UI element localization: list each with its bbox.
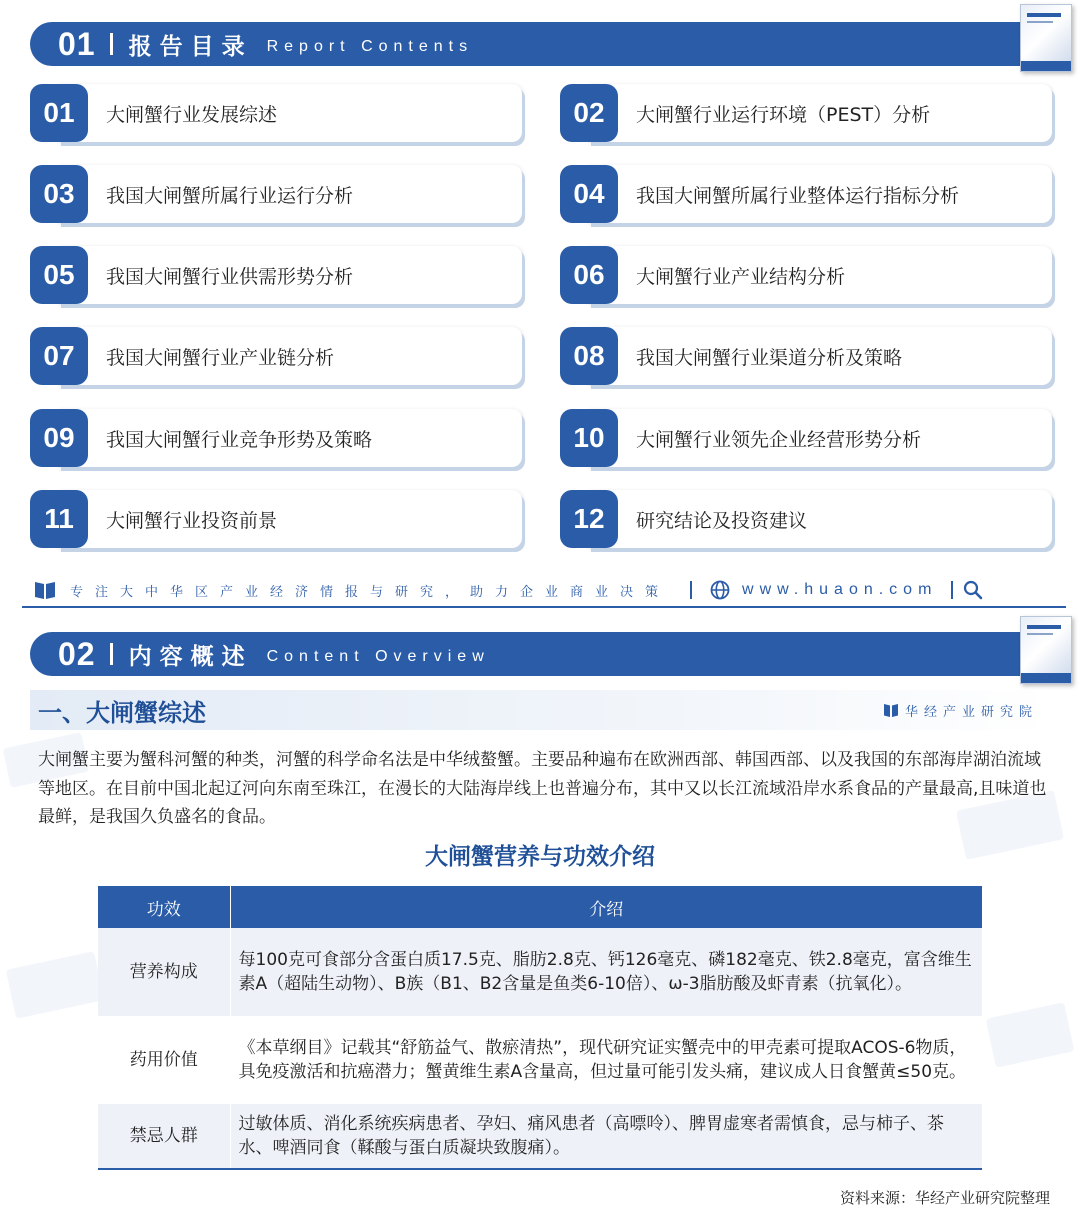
toc-label: 我国大闸蟹所属行业整体运行指标分析 xyxy=(636,184,960,207)
search-icon[interactable] xyxy=(963,580,983,600)
toc-label: 研究结论及投资建议 xyxy=(636,509,808,532)
watermark-logo xyxy=(986,1002,1075,1068)
brand-name: 华经产业研究院 xyxy=(904,704,1038,720)
open-book-icon xyxy=(34,580,56,600)
section-header-contents xyxy=(30,22,1050,66)
divider xyxy=(690,581,692,599)
toc-number: 11 xyxy=(30,490,88,548)
table-row xyxy=(98,928,982,1016)
slogan-bar xyxy=(22,574,1066,608)
toc-item[interactable] xyxy=(560,165,1052,223)
section-subtitle: Content Overview xyxy=(266,648,490,665)
row-key: 药用价值 xyxy=(98,1016,230,1104)
toc-number: 04 xyxy=(560,165,618,223)
toc-item[interactable] xyxy=(30,327,522,385)
section-subtitle: Report Contents xyxy=(266,38,474,55)
toc-label: 我国大闸蟹所属行业运行分析 xyxy=(106,184,354,207)
section-divider xyxy=(110,33,113,55)
toc-item[interactable] xyxy=(560,84,1052,142)
toc-item[interactable] xyxy=(30,84,522,142)
website-link[interactable]: www.huaon.com xyxy=(742,581,938,598)
toc-label: 大闸蟹行业运行环境（PEST）分析 xyxy=(636,103,931,126)
table-row xyxy=(98,1016,982,1104)
toc-label: 大闸蟹行业产业结构分析 xyxy=(636,265,846,288)
report-cover-icon xyxy=(1020,616,1072,684)
subsection-header xyxy=(30,690,1050,730)
section-divider xyxy=(110,643,113,665)
toc-number: 05 xyxy=(30,246,88,304)
toc-number: 01 xyxy=(30,84,88,142)
column-header: 介绍 xyxy=(230,886,982,928)
toc-label: 我国大闸蟹行业渠道分析及策略 xyxy=(636,346,903,369)
toc-item[interactable] xyxy=(560,327,1052,385)
subsection-title: 一、大闸蟹综述 xyxy=(38,698,206,727)
toc-item[interactable] xyxy=(560,246,1052,304)
section-title: 报告目录 xyxy=(128,33,253,60)
toc-item[interactable] xyxy=(30,165,522,223)
brand-mark xyxy=(883,701,1038,720)
section-number: 02 xyxy=(58,635,96,672)
section-number: 01 xyxy=(58,25,96,62)
open-book-icon xyxy=(883,702,899,718)
row-value: 过敏体质、消化系统疾病患者、孕妇、痛风患者（高嘌呤）、脾胃虚寒者需慎食，忌与柿子、茶水、啤酒同食（鞣酸与蛋白质凝块致腹痛）。 xyxy=(230,1104,982,1169)
toc-item[interactable] xyxy=(560,490,1052,548)
row-value: 《本草纲目》记载其“舒筋益气、散瘀清热”，现代研究证实蟹壳中的甲壳素可提取ACOS-6物质，具免疫激活和抗癌潜力；蟹黄维生素A含量高，但过量可能引发头痛，建议成人日食蟹黄≤50克。 xyxy=(230,1016,982,1104)
toc-number: 07 xyxy=(30,327,88,385)
table-header-row xyxy=(98,886,982,928)
intro-paragraph: 大闸蟹主要为蟹科河蟹的种类，河蟹的科学命名法是中华绒螯蟹。主要品种遍布在欧洲西部、韩国西部、以及我国的东部海岸湖泊流域等地区。在目前中国北起辽河向东南至珠江，在漫长的大陆海岸线上也普遍分布，其中又以长江流域沿岸水系食品的产量最高,且味道也最鲜，是我国久负盛名的食品。 xyxy=(38,750,1047,827)
slogan-text: 专注大中华区产业经济情报与研究，助力企业商业决策 xyxy=(70,584,671,600)
source-note: 资料来源：华经产业研究院整理 xyxy=(839,1189,1050,1207)
toc-label: 大闸蟹行业投资前景 xyxy=(106,509,278,532)
section-title: 内容概述 xyxy=(128,643,253,670)
toc-label: 我国大闸蟹行业供需形势分析 xyxy=(106,265,354,288)
toc-number: 09 xyxy=(30,409,88,467)
toc-number: 08 xyxy=(560,327,618,385)
divider xyxy=(951,581,953,599)
toc-item[interactable] xyxy=(30,409,522,467)
watermark-logo xyxy=(6,951,104,1019)
report-cover-icon xyxy=(1020,4,1072,72)
toc-label: 我国大闸蟹行业竞争形势及策略 xyxy=(106,428,373,451)
globe-icon xyxy=(710,580,730,600)
toc-label: 大闸蟹行业领先企业经营形势分析 xyxy=(636,428,922,451)
toc-number: 06 xyxy=(560,246,618,304)
row-value: 每100克可食部分含蛋白质17.5克、脂肪2.8克、钙126毫克、磷182毫克、铁2.8毫克，富含维生素A（超陆生动物）、B族（B1、B2含量是鱼类6-10倍）、ω-3脂肪酸及虾青素（抗氧化）。 xyxy=(230,928,982,1016)
toc-number: 12 xyxy=(560,490,618,548)
table-row xyxy=(98,1104,982,1169)
column-header: 功效 xyxy=(98,886,230,928)
section-header-overview xyxy=(30,632,1050,676)
nutrition-table xyxy=(98,886,982,1170)
toc-item[interactable] xyxy=(560,409,1052,467)
toc-item[interactable] xyxy=(30,490,522,548)
table-title: 大闸蟹营养与功效介绍 xyxy=(425,844,655,870)
row-key: 营养构成 xyxy=(98,928,230,1016)
toc-number: 10 xyxy=(560,409,618,467)
row-key: 禁忌人群 xyxy=(98,1104,230,1169)
toc-number: 03 xyxy=(30,165,88,223)
toc-item[interactable] xyxy=(30,246,522,304)
toc-label: 我国大闸蟹行业产业链分析 xyxy=(106,346,335,369)
toc-number: 02 xyxy=(560,84,618,142)
toc-label: 大闸蟹行业发展综述 xyxy=(106,103,278,126)
